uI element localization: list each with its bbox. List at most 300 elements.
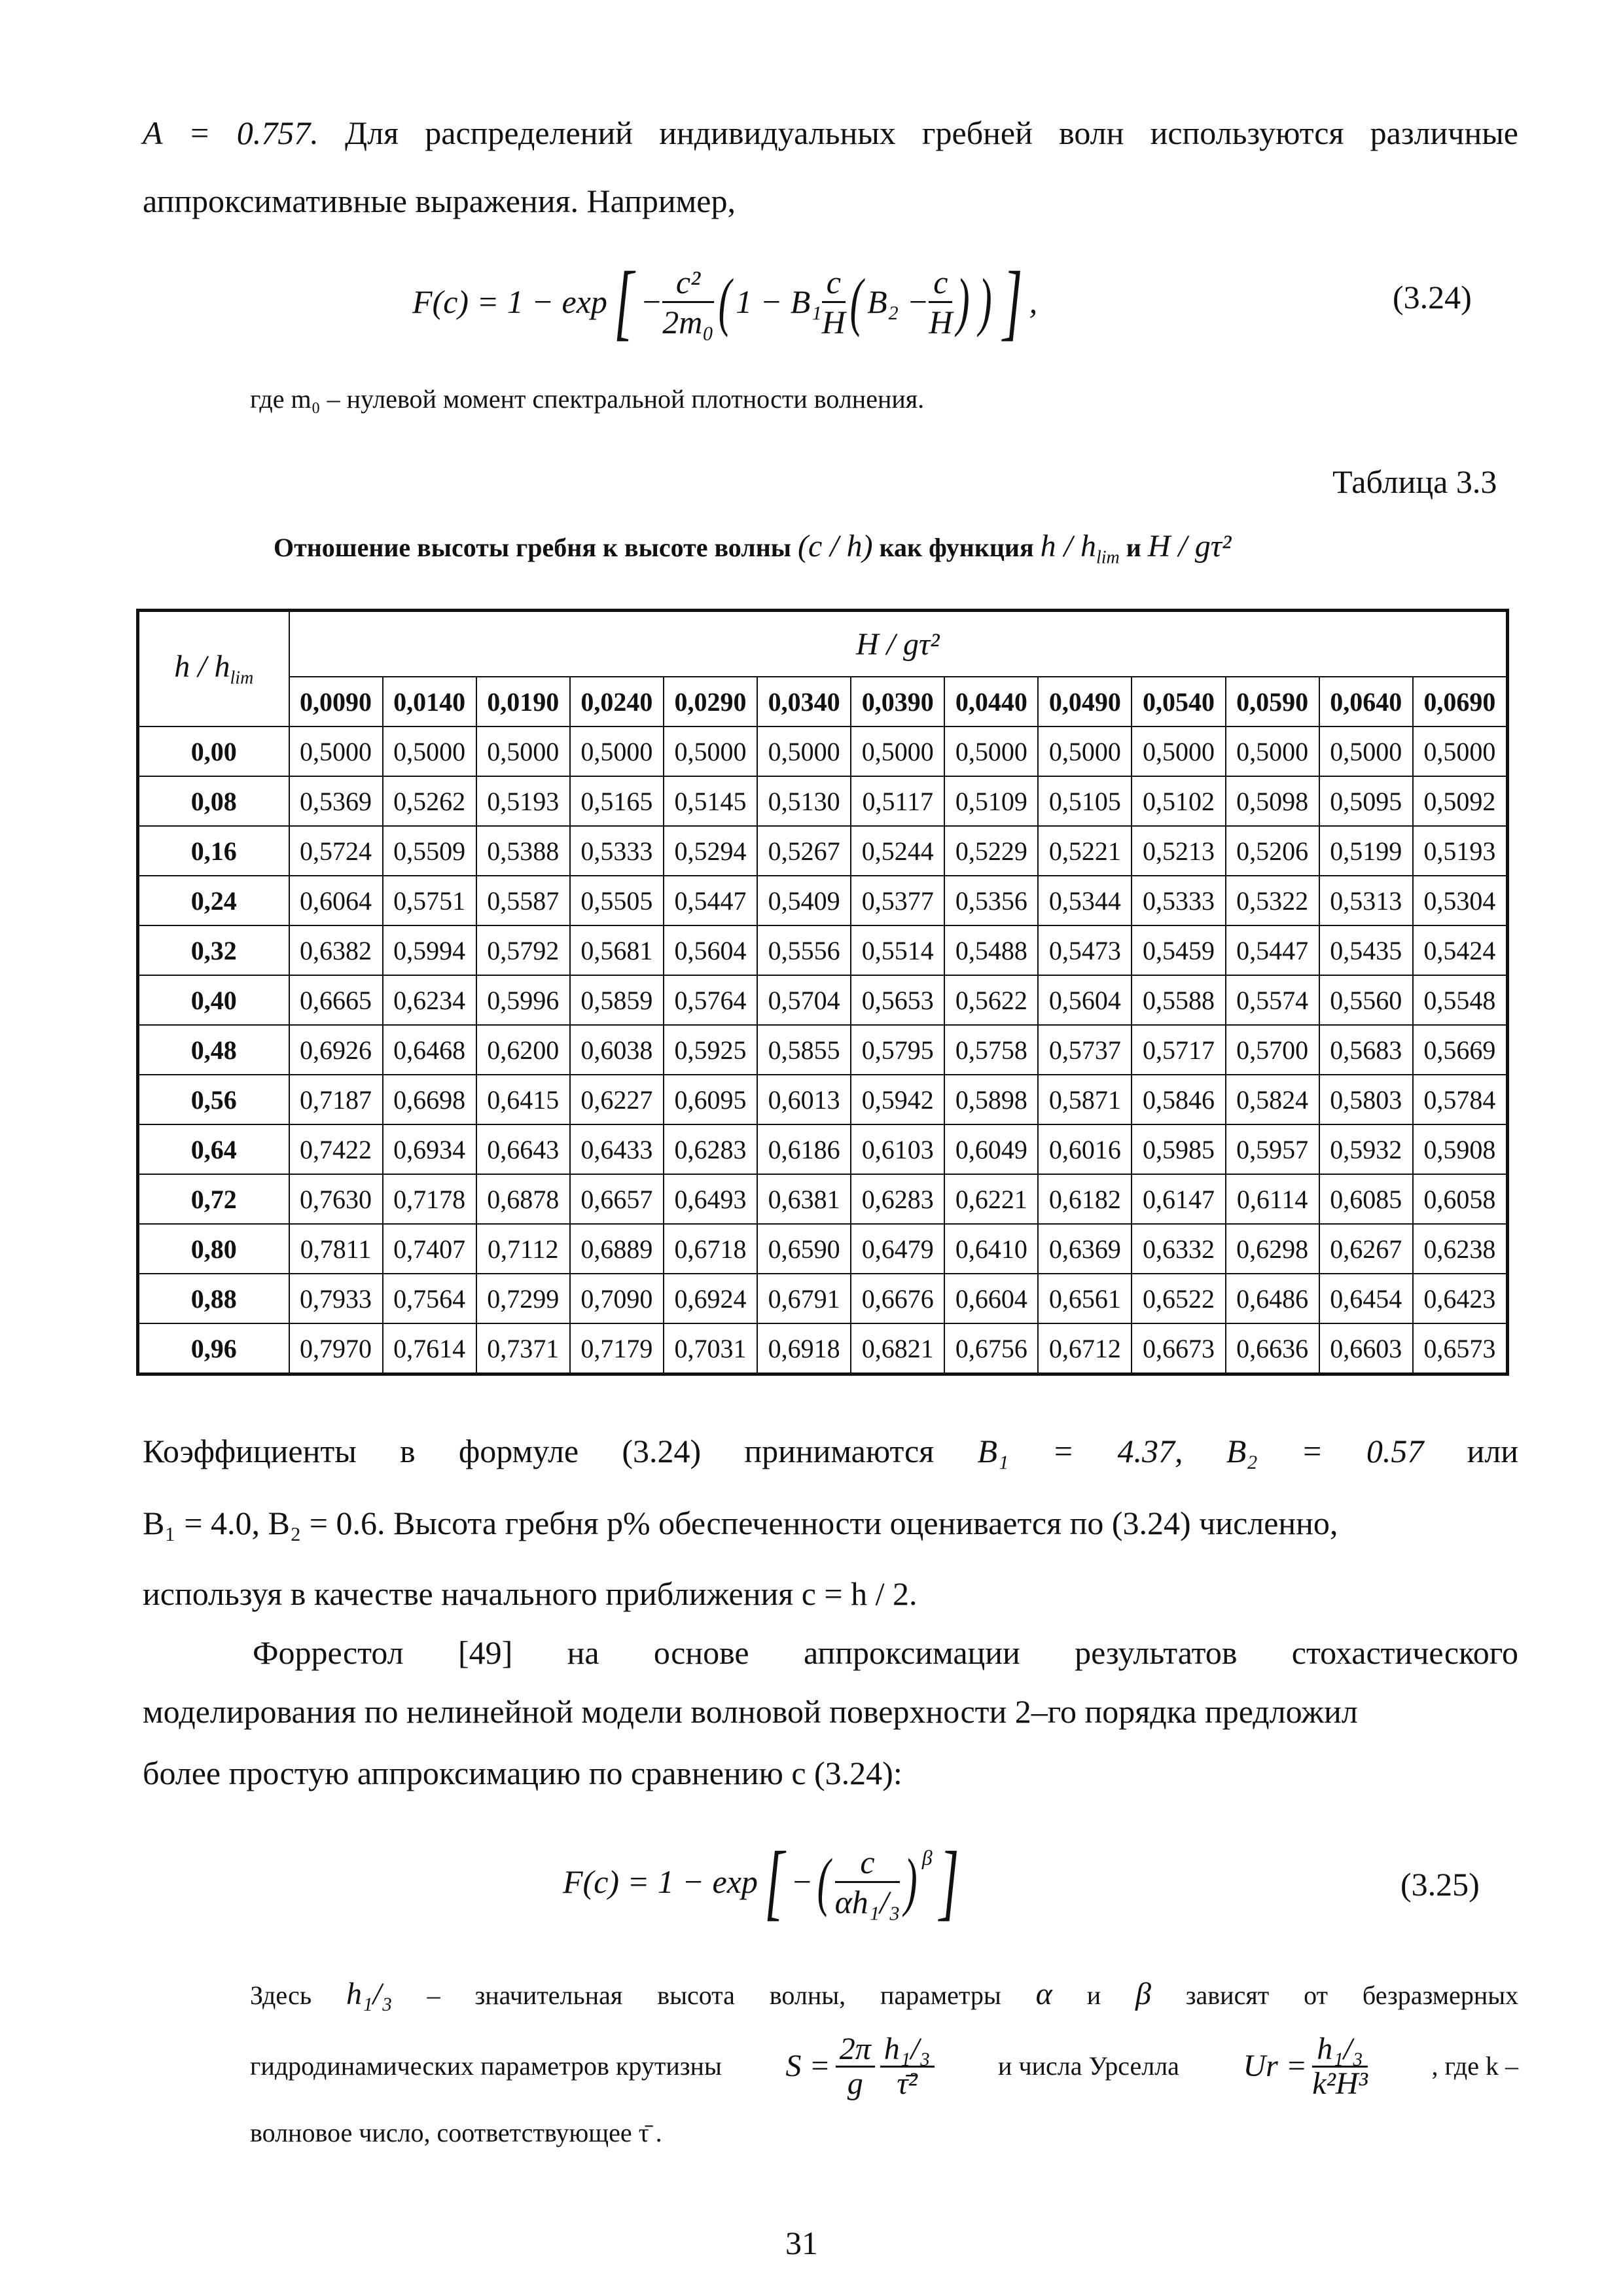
table-cell: 0,5683	[1319, 1025, 1413, 1075]
table-cell: 0,6147	[1132, 1174, 1225, 1224]
fraction	[662, 263, 714, 341]
table-cell: 0,7970	[289, 1323, 383, 1374]
table-cell: 0,6423	[1413, 1274, 1508, 1323]
title-formula	[1040, 529, 1120, 568]
table-cell: 0,6493	[664, 1174, 757, 1224]
table-row	[138, 1323, 1508, 1374]
table-cell: 0,5322	[1226, 876, 1319, 925]
table-cell: 0,6298	[1226, 1224, 1319, 1274]
body-text: Для распределений индивидуальных гребней волн используются различные	[345, 115, 1518, 151]
table-cell: 0,5095	[1319, 776, 1413, 826]
table-cell: 0,5221	[1038, 826, 1132, 876]
table-cell: 0,5000	[944, 726, 1038, 776]
row-header-cell	[138, 611, 289, 727]
table-cell: 0,6573	[1413, 1323, 1508, 1374]
text-line: волновое число, соответствующее τ̄ .	[250, 2118, 662, 2147]
table-row	[138, 876, 1508, 925]
table-cell: 0,7811	[289, 1224, 383, 1274]
table-cell: 0,5333	[1132, 876, 1225, 925]
table-row	[138, 1124, 1508, 1174]
table-cell: 0,5505	[570, 876, 664, 925]
text-line: аппроксимативные выражения. Например,	[143, 183, 736, 219]
table-cell: 0,5193	[1413, 826, 1508, 876]
numerator: h₁/₃	[1312, 2033, 1368, 2068]
table-cell: 0,5377	[851, 876, 944, 925]
table-cell: 0,6103	[851, 1124, 944, 1174]
numerator: 2π	[836, 2033, 875, 2068]
word: Форрестол	[253, 1634, 404, 1671]
table-cell: 0,6454	[1319, 1274, 1413, 1323]
equation-number: (3.25)	[1400, 1866, 1480, 1903]
table-cell: 0,7371	[476, 1323, 570, 1374]
table-cell: 0,5855	[757, 1025, 851, 1075]
column-header: 0,0140	[383, 677, 476, 726]
table-cell: 0,6227	[570, 1075, 664, 1124]
row-label: 0,16	[138, 826, 289, 876]
row-label: 0,80	[138, 1224, 289, 1274]
word: формуле	[458, 1433, 579, 1469]
table-cell: 0,6522	[1132, 1274, 1225, 1323]
table-cell: 0,7090	[570, 1274, 664, 1323]
table-cell: 0,6603	[1319, 1323, 1413, 1374]
table-cell: 0,5000	[289, 726, 383, 776]
word: аппроксимации	[803, 1634, 1020, 1671]
table-row	[138, 776, 1508, 826]
table-cell: 0,6085	[1319, 1174, 1413, 1224]
table-cell: 0,5313	[1319, 876, 1413, 925]
table-cell: 0,5262	[383, 776, 476, 826]
table-cell: 0,7112	[476, 1224, 570, 1274]
table-cell: 0,5846	[1132, 1075, 1225, 1124]
table-cell: 0,6698	[383, 1075, 476, 1124]
column-header: 0,0240	[570, 677, 664, 726]
table-cell: 0,5574	[1226, 975, 1319, 1025]
word: принимаются	[744, 1433, 935, 1469]
table-cell: 0,5509	[383, 826, 476, 876]
table-cell: 0,7179	[570, 1323, 664, 1374]
table-cell: 0,7299	[476, 1274, 570, 1323]
word: стохастического	[1291, 1634, 1519, 1671]
table-cell: 0,6657	[570, 1174, 664, 1224]
table-cell: 0,6410	[944, 1224, 1038, 1274]
table-row	[138, 1025, 1508, 1075]
table-cell: 0,5792	[476, 925, 570, 975]
table-cell: 0,7407	[383, 1224, 476, 1274]
table-cell: 0,5424	[1413, 925, 1508, 975]
table-cell: 0,6918	[757, 1323, 851, 1374]
word: гидродинамических параметров крутизны	[250, 2051, 722, 2081]
table-cell: 0,6095	[664, 1075, 757, 1124]
table-cell: 0,5985	[1132, 1124, 1225, 1174]
fraction	[929, 263, 952, 341]
table-cell: 0,7031	[664, 1323, 757, 1374]
table-cell: 0,5784	[1413, 1075, 1508, 1124]
row-label: 0,24	[138, 876, 289, 925]
table-cell: 0,6369	[1038, 1224, 1132, 1274]
word: –	[427, 1981, 440, 2010]
eq-lhs: F(c) = 1 − exp	[563, 1863, 758, 1900]
table-cell: 0,6676	[851, 1274, 944, 1323]
table-cell: 0,5000	[851, 726, 944, 776]
table-cell: 0,6064	[289, 876, 383, 925]
where-clause: где m₀ – нулевой момент спектральной плотности волнения.	[250, 384, 925, 414]
table-cell: 0,6643	[476, 1124, 570, 1174]
table-cell: 0,5447	[664, 876, 757, 925]
table-cell: 0,5824	[1226, 1075, 1319, 1124]
row-header-sub: lim	[230, 668, 254, 689]
right-paren: )	[957, 265, 971, 338]
row-label: 0,96	[138, 1323, 289, 1374]
column-header: 0,0690	[1413, 677, 1508, 726]
table-cell: 0,5000	[476, 726, 570, 776]
word: высота	[657, 1981, 735, 2010]
title-part: Отношение высоты гребня к высоте волны	[274, 533, 791, 562]
word: результатов	[1075, 1634, 1238, 1671]
page-number: 31	[785, 2225, 818, 2261]
table-cell: 0,6238	[1413, 1224, 1508, 1274]
table-cell: 0,5447	[1226, 925, 1319, 975]
word: основе	[653, 1634, 749, 1671]
word: зависят	[1185, 1981, 1270, 2010]
numerator: c	[822, 263, 846, 303]
table-cell: 0,7564	[383, 1274, 476, 1323]
text-line: моделирования по нелинейной модели волновой поверхности 2–го порядка предложил	[143, 1693, 1358, 1730]
table-cell: 0,5795	[851, 1025, 944, 1075]
table-cell: 0,5996	[476, 975, 570, 1025]
table-cell: 0,5304	[1413, 876, 1508, 925]
table-cell: 0,5000	[1132, 726, 1225, 776]
table-cell: 0,6636	[1226, 1323, 1319, 1374]
fraction	[880, 2033, 935, 2100]
table-cell: 0,7933	[289, 1274, 383, 1323]
eq-minus: −	[640, 283, 663, 320]
word: и числа Урселла	[998, 2051, 1179, 2081]
table-cell: 0,6332	[1132, 1224, 1225, 1274]
right-bracket: ]	[938, 1835, 959, 1929]
table-row	[138, 1224, 1508, 1274]
table-cell: 0,5130	[757, 776, 851, 826]
row-label: 0,00	[138, 726, 289, 776]
table-cell: 0,5700	[1226, 1025, 1319, 1075]
table-cell: 0,5000	[570, 726, 664, 776]
table-cell: 0,5459	[1132, 925, 1225, 975]
column-header: 0,0390	[851, 677, 944, 726]
table-header-row	[138, 677, 1508, 726]
table-row	[138, 726, 1508, 776]
column-header: 0,0540	[1132, 677, 1225, 726]
fraction	[835, 1843, 901, 1921]
left-bracket: [	[614, 255, 634, 349]
left-paren: (	[849, 265, 863, 338]
word: безразмерных	[1362, 1981, 1519, 2010]
table-cell: 0,5871	[1038, 1075, 1132, 1124]
column-header: 0,0590	[1226, 677, 1319, 726]
denominator: H	[821, 303, 846, 340]
table-row	[138, 826, 1508, 876]
table-cell: 0,5199	[1319, 826, 1413, 876]
text-line	[250, 1978, 1518, 2012]
table-cell: 0,5717	[1132, 1025, 1225, 1075]
table-cell: 0,6016	[1038, 1124, 1132, 1174]
table-cell: 0,5333	[570, 826, 664, 876]
formula-part: Ur =	[1243, 2049, 1308, 2083]
eq-term: B₂ −	[867, 283, 929, 320]
inline-formula: β	[1135, 1977, 1151, 2011]
equation-3-24	[412, 246, 1132, 357]
word: в	[400, 1433, 416, 1469]
table-cell: 0,5369	[289, 776, 383, 826]
table-cell: 0,5803	[1319, 1075, 1413, 1124]
table-cell: 0,5117	[851, 776, 944, 826]
table-cell: 0,5105	[1038, 776, 1132, 826]
table-cell: 0,5724	[289, 826, 383, 876]
table-cell: 0,6283	[851, 1174, 944, 1224]
table-cell: 0,6013	[757, 1075, 851, 1124]
table-row	[138, 1075, 1508, 1124]
text-line	[250, 2030, 1518, 2102]
table-cell: 0,6415	[476, 1075, 570, 1124]
word: от	[1304, 1981, 1329, 2010]
table-cell: 0,5587	[476, 876, 570, 925]
equation-number: (3.24)	[1393, 279, 1472, 315]
row-label: 0,64	[138, 1124, 289, 1174]
inline-formula: α	[1035, 1977, 1052, 2011]
data-table	[136, 609, 1509, 1376]
table-cell: 0,6234	[383, 975, 476, 1025]
table-cell: 0,5859	[570, 975, 664, 1025]
table-cell: 0,5000	[1038, 726, 1132, 776]
numerator: c	[929, 263, 952, 303]
table-cell: 0,5957	[1226, 1124, 1319, 1174]
table-cell: 0,5588	[1132, 975, 1225, 1025]
table-cell: 0,5092	[1413, 776, 1508, 826]
table-cell: 0,6433	[570, 1124, 664, 1174]
table-cell: 0,6221	[944, 1174, 1038, 1224]
denominator: k²H³	[1312, 2066, 1368, 2101]
word: и	[1086, 1981, 1101, 2010]
table-cell: 0,6200	[476, 1025, 570, 1075]
table-cell: 0,5229	[944, 826, 1038, 876]
table-cell: 0,6604	[944, 1274, 1038, 1323]
column-header: 0,0440	[944, 677, 1038, 726]
table-label: Таблица 3.3	[1332, 463, 1497, 500]
left-paren: (	[718, 265, 732, 338]
table-cell: 0,6718	[664, 1224, 757, 1274]
table-cell: 0,6049	[944, 1124, 1038, 1174]
table-cell: 0,5751	[383, 876, 476, 925]
word: или	[1467, 1433, 1519, 1469]
fraction	[836, 2033, 875, 2100]
table-row	[138, 1274, 1508, 1323]
table-cell: 0,6468	[383, 1025, 476, 1075]
table-cell: 0,6926	[289, 1025, 383, 1075]
inline-formula: B₂ = 0.57	[1226, 1433, 1424, 1469]
text-line	[143, 113, 1518, 153]
row-label: 0,32	[138, 925, 289, 975]
table-cell: 0,5145	[664, 776, 757, 826]
title-part: и	[1126, 533, 1141, 562]
table-cell: 0,6058	[1413, 1174, 1508, 1224]
table-cell: 0,5102	[1132, 776, 1225, 826]
table-cell: 0,5704	[757, 975, 851, 1025]
right-paren: )	[904, 1845, 918, 1918]
table-cell: 0,6590	[757, 1224, 851, 1274]
fraction	[1312, 2033, 1368, 2100]
word: (3.24)	[622, 1433, 702, 1469]
table-cell: 0,6712	[1038, 1323, 1132, 1374]
row-label: 0,56	[138, 1075, 289, 1124]
table-cell: 0,6924	[664, 1274, 757, 1323]
table-cell: 0,6821	[851, 1323, 944, 1374]
table-cell: 0,6665	[289, 975, 383, 1025]
row-label: 0,48	[138, 1025, 289, 1075]
table-cell: 0,5669	[1413, 1025, 1508, 1075]
word: Коэффициенты	[143, 1433, 357, 1469]
denominator: H	[929, 303, 953, 340]
table-cell: 0,5653	[851, 975, 944, 1025]
table-cell: 0,5109	[944, 776, 1038, 826]
table-cell: 0,5942	[851, 1075, 944, 1124]
table-cell: 0,5000	[383, 726, 476, 776]
table-cell: 0,6673	[1132, 1323, 1225, 1374]
table-cell: 0,6934	[383, 1124, 476, 1174]
table-cell: 0,5556	[757, 925, 851, 975]
table-cell: 0,5622	[944, 975, 1038, 1025]
word: , где k –	[1431, 2051, 1518, 2081]
table-cell: 0,5000	[1319, 726, 1413, 776]
column-header: 0,0490	[1038, 677, 1132, 726]
table-cell: 0,6267	[1319, 1224, 1413, 1274]
word: значительная	[474, 1981, 623, 2010]
eq-lhs: F(c) = 1 − exp	[412, 283, 607, 320]
column-header: 0,0190	[476, 677, 570, 726]
table-cell: 0,5193	[476, 776, 570, 826]
table-cell: 0,5560	[1319, 975, 1413, 1025]
table-cell: 0,5604	[664, 925, 757, 975]
table-cell: 0,5932	[1319, 1124, 1413, 1174]
column-header: 0,0090	[289, 677, 383, 726]
table-row	[138, 925, 1508, 975]
left-bracket: [	[764, 1835, 785, 1929]
table-cell: 0,5737	[1038, 1025, 1132, 1075]
title-part: как функция	[879, 533, 1034, 562]
table-cell: 0,5000	[664, 726, 757, 776]
title-formula-text: h / h	[1040, 529, 1096, 564]
table-cell: 0,7614	[383, 1323, 476, 1374]
right-paren: )	[978, 265, 992, 338]
row-label: 0,08	[138, 776, 289, 826]
numerator: c²	[662, 263, 714, 303]
table-title	[274, 530, 1231, 575]
table-cell: 0,5165	[570, 776, 664, 826]
table-cell: 0,5213	[1132, 826, 1225, 876]
word: на	[567, 1634, 599, 1671]
inline-formula	[1243, 2033, 1367, 2100]
table-cell: 0,5409	[757, 876, 851, 925]
numerator: h₁/₃	[880, 2033, 935, 2068]
eq-minus: −	[791, 1863, 813, 1900]
column-header: 0,0340	[757, 677, 851, 726]
row-label: 0,72	[138, 1174, 289, 1224]
table-body	[138, 726, 1508, 1374]
table-cell: 0,6486	[1226, 1274, 1319, 1323]
title-formula: H / gτ²	[1147, 529, 1232, 564]
text-line: используя в качестве начального приближения c = h / 2.	[143, 1575, 918, 1612]
table-cell: 0,6283	[664, 1124, 757, 1174]
group-header-cell: H / gτ²	[289, 611, 1508, 677]
text-line	[143, 1431, 1518, 1471]
right-bracket: ]	[1003, 255, 1023, 349]
column-header: 0,0290	[664, 677, 757, 726]
inline-formula: h₁/₃	[346, 1977, 393, 2011]
table-cell: 0,5344	[1038, 876, 1132, 925]
title-formula-sub: lim	[1096, 547, 1120, 568]
text-line: B₁ = 4.0, B₂ = 0.6. Высота гребня p% обеспеченности оценивается по (3.24) численно,	[143, 1505, 1338, 1541]
table-cell: 0,6038	[570, 1025, 664, 1075]
table-cell: 0,5267	[757, 826, 851, 876]
table-cell: 0,5388	[476, 826, 570, 876]
eq-term: 1 − B₁	[736, 283, 822, 320]
table-cell: 0,6382	[289, 925, 383, 975]
table-cell: 0,5000	[757, 726, 851, 776]
table-cell: 0,7187	[289, 1075, 383, 1124]
word: волны,	[769, 1981, 846, 2010]
row-label: 0,40	[138, 975, 289, 1025]
equation-3-25	[563, 1826, 1060, 1937]
table-cell: 0,5244	[851, 826, 944, 876]
table-cell: 0,5294	[664, 826, 757, 876]
table-cell: 0,6561	[1038, 1274, 1132, 1323]
denominator: 2m₀	[662, 303, 714, 340]
inline-formula	[785, 2033, 934, 2100]
table-cell: 0,5098	[1226, 776, 1319, 826]
table-cell: 0,6381	[757, 1174, 851, 1224]
table-cell: 0,6791	[757, 1274, 851, 1323]
eq-trail: ,	[1029, 283, 1038, 320]
table-cell: 0,5548	[1413, 975, 1508, 1025]
numerator: c	[835, 1843, 901, 1883]
title-formula: (c / h)	[798, 529, 873, 564]
table-cell: 0,6182	[1038, 1174, 1132, 1224]
column-header: 0,0640	[1319, 677, 1413, 726]
table-row	[138, 1174, 1508, 1224]
table-cell: 0,5488	[944, 925, 1038, 975]
table-cell: 0,7422	[289, 1124, 383, 1174]
table-cell: 0,5898	[944, 1075, 1038, 1124]
table-cell: 0,6878	[476, 1174, 570, 1224]
table-cell: 0,5925	[664, 1025, 757, 1075]
table-cell: 0,5000	[1413, 726, 1508, 776]
table-cell: 0,5604	[1038, 975, 1132, 1025]
inline-formula: A = 0.757.	[143, 115, 319, 151]
table-cell: 0,7630	[289, 1174, 383, 1224]
table-cell: 0,5758	[944, 1025, 1038, 1075]
table-row	[138, 975, 1508, 1025]
left-paren: (	[817, 1845, 830, 1918]
text-line: более простую аппроксимацию по сравнению с (3.24):	[143, 1755, 902, 1791]
table-cell: 0,5514	[851, 925, 944, 975]
row-label: 0,88	[138, 1274, 289, 1323]
table-cell: 0,5473	[1038, 925, 1132, 975]
table-cell: 0,5994	[383, 925, 476, 975]
table-cell: 0,7178	[383, 1174, 476, 1224]
table-cell: 0,5908	[1413, 1124, 1508, 1174]
denominator: g	[847, 2066, 863, 2101]
inline-formula: B₁ = 4.37,	[977, 1433, 1183, 1469]
denominator: αh₁/₃	[834, 1883, 901, 1920]
fraction	[822, 263, 846, 341]
table-cell: 0,5206	[1226, 826, 1319, 876]
